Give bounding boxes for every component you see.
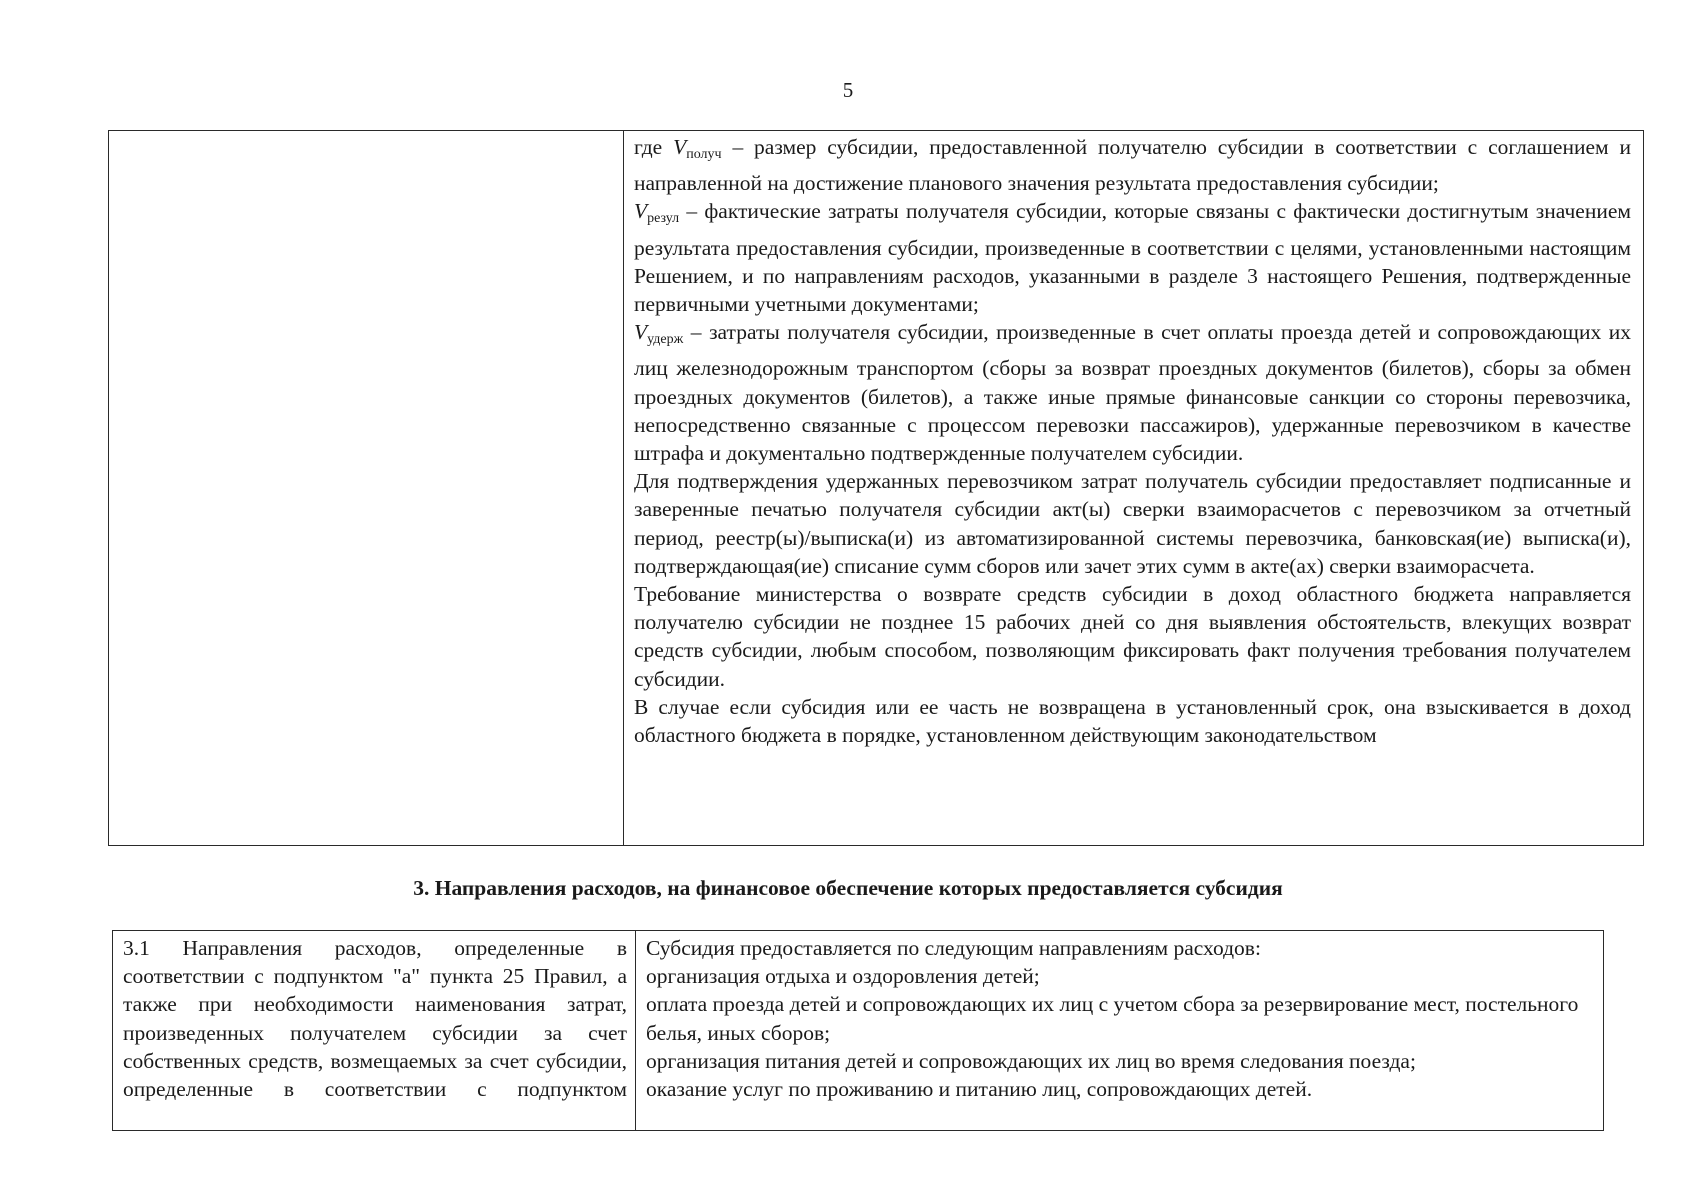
conditions-table xyxy=(108,130,1644,846)
expense-directions-label: 3.1 Направления расходов, определенные в соответствии с подпунктом "а" пункта 25 Правил, а также при необходимости наименования затрат, произведенных получателем субсидии за счет собственных средств, возмещаемых за счет субсидии, определенные в соответствии с подпунктом xyxy=(123,936,627,1102)
variable-symbol xyxy=(673,135,722,162)
symbol-subscript: резул xyxy=(647,211,680,227)
recovery-paragraph: В случае если субсидия или ее часть не возвращена в установленный срок, она взыскивается в доход областного бюджета в порядке, установленном действующим законодательством xyxy=(634,694,1631,748)
formula-definition-paragraph xyxy=(634,133,1631,197)
expense-directions-table xyxy=(112,930,1604,1131)
definition-text: – фактические затраты получателя субсидии, которые связаны с фактически достигнутым значением результата предоставления субсидии, произведенные в соответствии с целями, установленными настоящим Решением, и по направлениям расходов, указанными в разделе 3 настоящего Решения, подтвержденные первичными учетными документами; xyxy=(634,199,1631,317)
symbol-subscript: удерж xyxy=(647,332,684,348)
definition-text: – размер субсидии, предоставленной получателю субсидии в соответствии с соглашением и направленной на достижение планового значения результата предоставления субсидии; xyxy=(634,135,1631,196)
formula-definition-paragraph xyxy=(634,318,1631,467)
table-cell-content xyxy=(636,931,1604,1131)
table-cell-label xyxy=(113,931,636,1131)
table-row xyxy=(109,131,1644,846)
symbol-letter: V xyxy=(634,320,648,345)
text-prefix: где xyxy=(634,135,674,159)
symbol-letter: V xyxy=(673,135,687,159)
table-row xyxy=(113,931,1604,1131)
table-cell-empty xyxy=(109,131,624,846)
confirmation-paragraph: Для подтверждения удержанных перевозчиком затрат получатель субсидии предоставляет подписанные и заверенные печатью получателя субсидии акт(ы) сверки взаиморасчетов с перевозчиком за отчетный период, реестр(ы)/выписка(и) из автоматизированной системы перевозчика, банковская(ие) выписка(и), подтверждающая(ие) списание сумм сборов или зачет этих сумм в акте(ах) сверки взаиморасчета. xyxy=(634,469,1631,578)
symbol-letter: V xyxy=(634,199,648,224)
variable-symbol xyxy=(634,199,680,227)
variable-symbol xyxy=(634,320,684,348)
list-item: организация питания детей и сопровождающих их лиц во время следования поезда; xyxy=(646,1048,1416,1073)
list-item: организация отдыха и оздоровления детей; xyxy=(646,964,1040,989)
page-number: 5 xyxy=(842,78,854,102)
list-item: оплата проезда детей и сопровождающих их лиц с учетом сбора за резервирование мест, постельного белья, иных сборов; xyxy=(646,992,1579,1045)
table-cell-content xyxy=(624,131,1644,846)
section-heading: 3. Направления расходов, на финансовое обеспечение которых предоставляется субсидия xyxy=(413,876,1283,900)
return-requirement-paragraph: Требование министерства о возврате средств субсидии в доход областного бюджета направляется получателю субсидии не позднее 15 рабочих дней со дня выявления обстоятельств, влекущих возврат средств субсидии, любым способом, позволяющим фиксировать факт получения требования получателем субсидии. xyxy=(634,582,1631,691)
formula-definition-paragraph xyxy=(634,197,1631,318)
symbol-subscript: получ xyxy=(686,147,722,162)
list-item: оказание услуг по проживанию и питанию лиц, сопровождающих детей. xyxy=(646,1077,1313,1102)
definition-text: – затраты получателя субсидии, произведенные в счет оплаты проезда детей и сопровождающих их лиц железнодорожным транспортом (сборы за возврат проездных документов (билетов), сборы за обмен проездных документов (билетов), а также иные прямые финансовые санкции со стороны перевозчика, непосредственно связанные с процессом перевозки пассажиров), удержанные перевозчиком в качестве штрафа и документально подтвержденные получателем субсидии. xyxy=(634,320,1631,466)
list-item: Субсидия предоставляется по следующим направлениям расходов: xyxy=(646,936,1261,960)
